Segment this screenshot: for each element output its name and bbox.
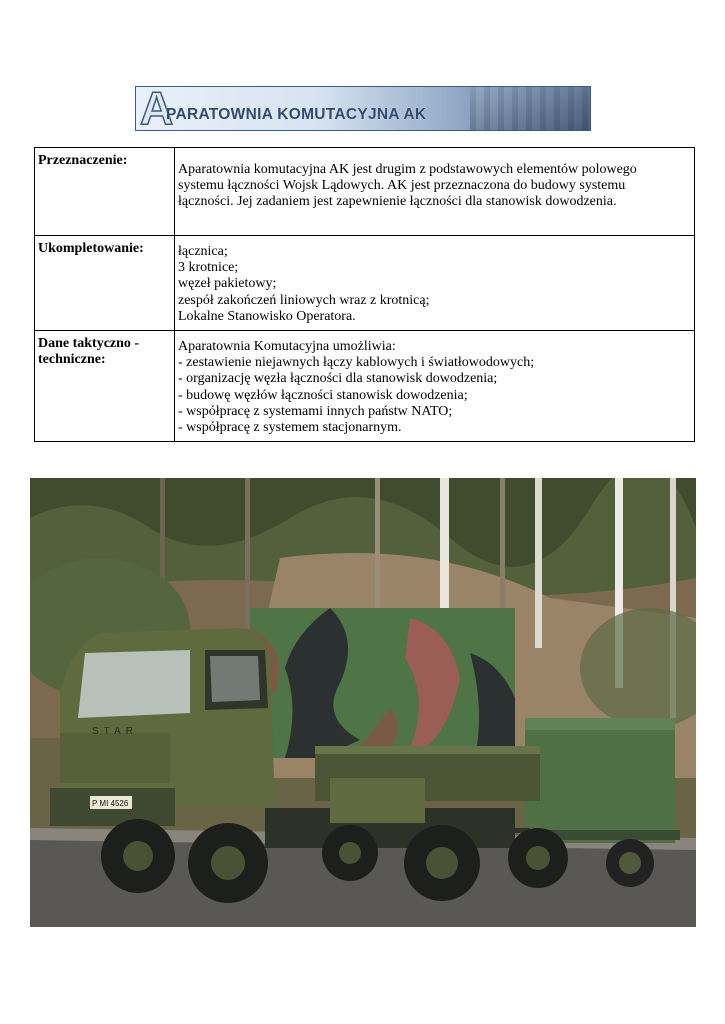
banner-vehicle-image xyxy=(470,87,590,130)
row-content xyxy=(175,236,695,331)
content-line: - współpracę z systemem stacjonarnym. xyxy=(178,420,402,436)
header-banner xyxy=(135,86,591,131)
row-label: Przeznaczenie: xyxy=(35,148,175,236)
content-line: węzeł pakietowy; xyxy=(178,276,277,292)
label-line: techniczne: xyxy=(38,352,106,368)
content-line: - organizację węzła łączności dla stanowisk dowodzenia; xyxy=(178,371,498,387)
table-row-equipment xyxy=(35,236,695,331)
content-line: Aparatownia komutacyjna AK jest drugim z podstawowych elementów polowego xyxy=(178,162,637,177)
content-line: systemu łączności Wojsk Lądowych. AK jest przeznaczona do budowy systemu xyxy=(178,178,626,194)
content-line: zespół zakończeń liniowych wraz z krotnicą; xyxy=(178,292,430,308)
row-label: Ukompletowanie: xyxy=(35,236,175,331)
banner-initial: A xyxy=(140,86,174,131)
content-line: łącznica; xyxy=(178,244,228,259)
table-row-technical-data xyxy=(35,331,695,442)
row-label xyxy=(35,331,175,442)
cab-badge: STAR xyxy=(92,726,138,737)
content-line: łączności. Jej zadaniem jest zapewnienie łączności dla stanowisk dowodzenia. xyxy=(178,194,617,210)
info-table xyxy=(34,147,695,442)
license-plate: P MI 4526 xyxy=(92,799,129,808)
content-line: - współpracę z systemami innych państw NATO; xyxy=(178,403,453,419)
row-content xyxy=(175,148,695,236)
content-line: 3 krotnice; xyxy=(178,260,239,276)
content-line: - zestawienie niejawnych łączy kablowych i światłowodowych; xyxy=(178,355,535,371)
content-line: Lokalne Stanowisko Operatora. xyxy=(178,308,356,324)
content-line: - budowę węzłów łączności stanowisk dowodzenia; xyxy=(178,387,468,403)
vehicle-photo-illustration xyxy=(30,478,696,927)
label-line: Dane taktyczno - xyxy=(38,336,140,352)
row-content xyxy=(175,331,695,442)
banner-title: PARATOWNIA KOMUTACYJNA AK xyxy=(166,106,427,123)
vehicle-photo xyxy=(30,478,696,927)
content-line: Aparatownia Komutacyjna umożliwia: xyxy=(178,339,396,355)
table-row-purpose xyxy=(35,148,695,236)
